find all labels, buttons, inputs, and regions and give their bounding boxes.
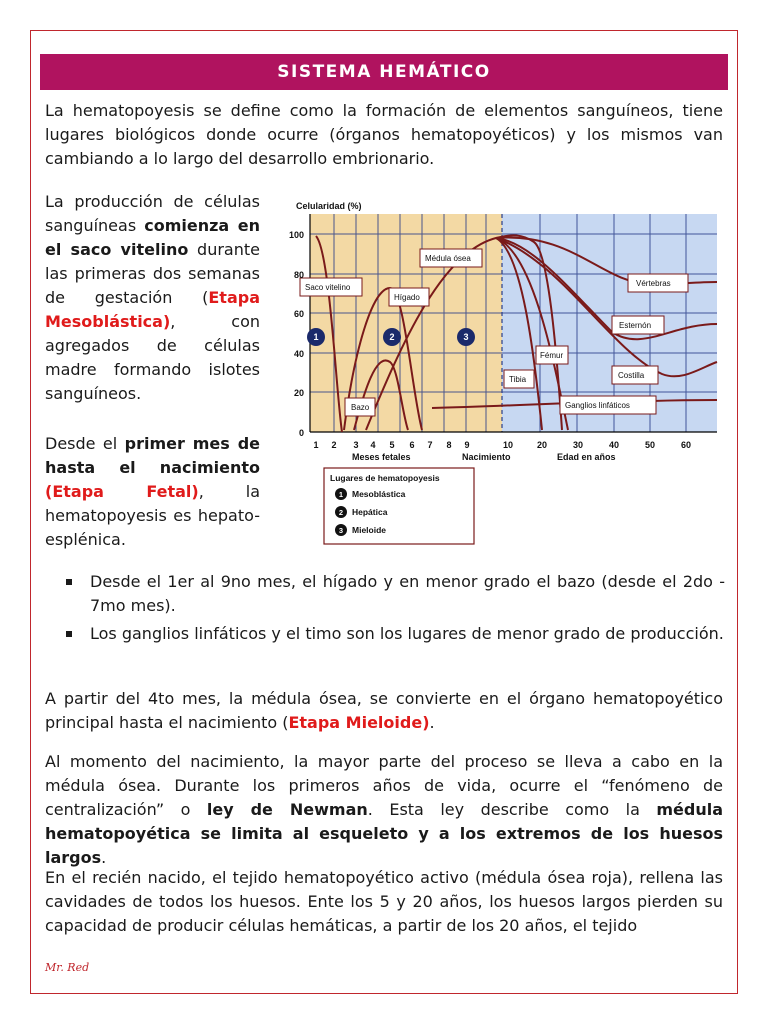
- label-higado: [389, 288, 429, 306]
- y-tick: 40: [293, 349, 304, 359]
- badge-text: 3: [463, 332, 469, 342]
- x-tick: 5: [389, 440, 395, 450]
- x-tick: 50: [644, 440, 656, 450]
- y-tick: 100: [288, 230, 304, 240]
- x-tick: 10: [502, 440, 514, 450]
- x-label-fetal: Meses fetales: [352, 452, 411, 462]
- label-text: Costilla: [618, 371, 645, 380]
- emphasis: primer mes de hasta el nacimiento: [45, 434, 260, 477]
- intro-paragraph: La hematopoyesis se define como la formación de elementos sanguíneos, tiene lugares biológicos donde ocurre (órganos hematopoyéticos) y los mismos van cambiando a lo largo del desarrollo embrionario.: [45, 101, 723, 168]
- list-item: [60, 622, 725, 646]
- legend-label: Hepática: [352, 507, 388, 517]
- mesoblastic-paragraph: [45, 190, 260, 406]
- label-text: Bazo: [351, 403, 370, 412]
- x-tick: 3: [353, 440, 359, 450]
- label-costilla: [612, 366, 658, 384]
- label-ganglios: [560, 396, 656, 414]
- stage-highlight: Etapa Mesoblástica): [45, 288, 260, 331]
- text: .: [101, 848, 107, 867]
- label-text: Fémur: [540, 351, 564, 360]
- label-tibia: [504, 370, 534, 388]
- label-text: Médula ósea: [425, 254, 471, 263]
- y-tick: 60: [293, 309, 304, 319]
- x-label-years: Edad en años: [557, 452, 616, 462]
- x-tick: 7: [427, 440, 433, 450]
- text: Al momento del nacimiento, la mayor parte del proceso se lleva a cabo en la médula ósea. Durante los primeros años de vida, ocurre el “fenómeno de centralización” o: [45, 752, 723, 819]
- x-tick: 60: [680, 440, 692, 450]
- x-tick: 6: [409, 440, 415, 450]
- text: , con agregados de células madre formando islotes sanguíneos.: [45, 312, 260, 403]
- legend-num: 3: [338, 526, 344, 535]
- x-tick: 30: [572, 440, 584, 450]
- label-text: Hígado: [394, 293, 420, 302]
- mieloide-paragraph: [45, 687, 723, 735]
- y-tick: 80: [293, 270, 304, 280]
- x-tick: 20: [536, 440, 548, 450]
- y-axis-label: Celularidad (%): [296, 201, 362, 211]
- text: .: [429, 713, 435, 732]
- x-tick: 40: [608, 440, 620, 450]
- list-item-text: Los ganglios linfáticos y el timo son los lugares de menor grado de producción.: [90, 624, 724, 643]
- stage-badge-3: [457, 328, 475, 346]
- list-item-text: Desde el 1er al 9no mes, el hígado y en menor grado el bazo (desde el 2do - 7mo mes).: [90, 572, 725, 615]
- legend-item-3: [335, 524, 386, 536]
- label-text: Esternón: [619, 321, 652, 330]
- list-item: [60, 570, 725, 618]
- badge-text: 1: [313, 332, 319, 342]
- emphasis: ley de Newman: [206, 800, 368, 819]
- x-tick: 9: [464, 440, 470, 450]
- bullet-list: [60, 570, 725, 650]
- legend-num: 1: [338, 490, 344, 499]
- hematopoiesis-figure: [272, 192, 720, 550]
- x-tick: 4: [370, 440, 376, 450]
- stage-badge-1: [307, 328, 325, 346]
- badge-text: 2: [389, 332, 395, 342]
- label-vertebras: [628, 274, 688, 292]
- label-text: Ganglios linfáticos: [565, 401, 630, 410]
- y-tick: 20: [293, 388, 304, 398]
- label-text: Tibia: [509, 375, 527, 384]
- legend-item-2: [335, 506, 388, 518]
- stage-legend: [324, 468, 474, 544]
- text: Desde el: [45, 434, 125, 453]
- text: A partir del 4to mes, la médula ósea, se convierte en el órgano hematopoyético principal hasta el nacimiento (: [45, 689, 723, 732]
- author-signature: Mr. Red: [45, 961, 90, 974]
- square-bullet-icon: [66, 631, 72, 637]
- label-text: Vértebras: [636, 279, 671, 288]
- label-medula-osea: [420, 249, 482, 267]
- legend-num: 2: [338, 508, 344, 517]
- page-title: SISTEMA HEMÁTICO: [40, 54, 728, 90]
- text: durante las primeras dos semanas de gestación (: [45, 240, 260, 307]
- legend-title: Lugares de hematopoyesis: [330, 473, 440, 483]
- stage-badge-2: [383, 328, 401, 346]
- newman-paragraph: [45, 750, 723, 870]
- emphasis: médula hematopoyética se limita al esqueleto y a los extremos de los huesos largos: [45, 800, 724, 867]
- label-text: Saco vitelino: [305, 283, 351, 292]
- label-bazo: [345, 398, 375, 416]
- y-tick: 0: [298, 428, 304, 438]
- newborn-paragraph: En el recién nacido, el tejido hematopoyético activo (médula ósea roja), rellena las cavidades de todos los huesos. Ente los 5 y 20 años, los huesos largos pierden su capacidad de producir células hemáticas, a partir de los 20 años, el tejido: [45, 868, 723, 935]
- label-esternon: [612, 316, 664, 334]
- stage-highlight: (Etapa Fetal): [45, 482, 199, 501]
- x-tick: 1: [313, 440, 319, 450]
- text: La producción de células sanguíneas: [45, 192, 260, 235]
- x-label-birth: Nacimiento: [462, 452, 511, 462]
- legend-label: Mesoblástica: [352, 489, 406, 499]
- x-tick: 2: [331, 440, 337, 450]
- x-tick: 8: [446, 440, 452, 450]
- label-femur: [536, 346, 568, 364]
- emphasis: comienza en el saco vitelino: [45, 216, 260, 259]
- label-saco-vitelino: [300, 278, 362, 296]
- legend-label: Mieloide: [352, 525, 387, 535]
- stage-highlight: Etapa Mieloide): [288, 713, 430, 732]
- fetal-paragraph: [45, 432, 260, 552]
- square-bullet-icon: [66, 579, 72, 585]
- text: , la hematopoyesis es hepato-esplénica.: [45, 482, 260, 549]
- text: . Esta ley describe como la: [367, 800, 657, 819]
